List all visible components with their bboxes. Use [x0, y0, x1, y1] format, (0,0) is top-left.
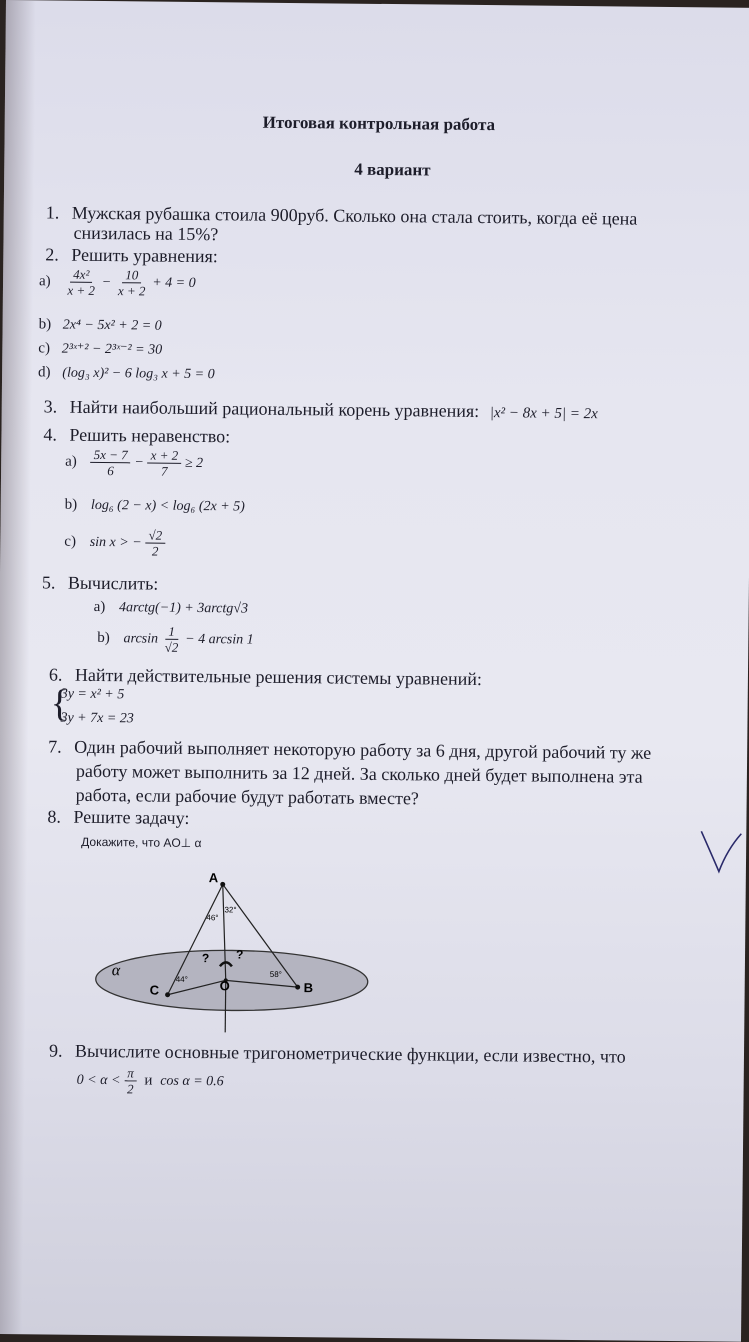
task-4b: b) log₆ (2 − x) < log₆ (2x + 5) [64, 496, 245, 515]
label-b: B [303, 980, 314, 996]
task-5: 5. Вычислить: [41, 572, 159, 594]
label-angle-44: 44° [175, 974, 188, 984]
page-title: Итоговая контрольная работа [262, 112, 496, 135]
label-unknown-1: ? [201, 951, 210, 966]
label-angle-46: 46° [206, 913, 219, 923]
task-2d: d) (log₃ x)² − 6 log₃ x + 5 = 0 [38, 364, 215, 383]
label-a: A [208, 870, 219, 886]
task-3-equation: |x² − 8x + 5| = 2x [489, 405, 598, 423]
task-2a: a) $\frac{\text{4x²}}{x + 2}$ − $\frac{10}{x + 2}$ + 4 = 0 [38, 266, 196, 299]
task-6-eq2: 3y + 7x = 23 [60, 710, 134, 727]
task-2-number: 2. [45, 244, 59, 265]
task-2-text: Решить уравнения: [71, 244, 218, 267]
task-9-condition: 0 < α < $\frac{\pi}{2}$ и cos α = 0.6 [76, 1065, 224, 1097]
label-angle-32: 32° [224, 905, 237, 915]
task-1-number: 1. [45, 202, 60, 223]
task-8: 8. Решите задачу: [47, 806, 190, 828]
task-4c: c) sin x > − $\frac{√2}{2}$ [64, 527, 165, 559]
task-7-line3: работа, если рабочие будут работать вместе? [75, 784, 419, 809]
task-8-prompt: Докажите, что AO⊥ α [81, 834, 202, 851]
task-7-line2: работу может выполнить за 12 дней. За сколько дней будет выполнена эта [75, 760, 643, 787]
task-4: 4. Решить неравенство: [43, 424, 231, 447]
label-angle-58: 58° [269, 969, 282, 979]
task-2 [45, 244, 218, 267]
task-2a-fraction-1: $\frac{\text{4x²}}{x + 2}$ [67, 266, 95, 298]
task-2c: c) 2³ˣ⁺² − 2³ˣ⁻² = 30 [38, 340, 163, 358]
task-2a-label: a) [38, 273, 51, 290]
task-6-eq1: 3y = x² + 5 [60, 686, 125, 703]
geometry-diagram [91, 861, 393, 1044]
label-plane: α [111, 962, 121, 980]
task-4a: a) $\frac{5x - 7}{6}$ − $\frac{x + 2}{7}$ ≥ 2 [65, 446, 204, 479]
checkmark-icon [697, 827, 744, 877]
system-brace: { [50, 682, 70, 725]
task-6: 6. Найти действительные решения системы уравнений: [48, 664, 483, 690]
task-2b: b) 2x⁴ − 5x² + 2 = 0 [38, 316, 162, 334]
task-2a-fraction-2: $\frac{10}{x + 2}$ [117, 267, 146, 299]
task-5a: a) 4arctg(−1) + 3arctg√3 [93, 598, 249, 617]
label-o: O [219, 978, 230, 994]
task-1-line1: Мужская рубашка стоила 900руб. Сколько она стала стоить, когда её цена [71, 202, 638, 229]
task-7: 7. Один рабочий выполняет некоторую работу за 6 дня, другой рабочий ту же [48, 736, 652, 763]
task-5b: b) arcsin $\frac{1}{√2}$ − 4 arcsin 1 [97, 623, 254, 655]
label-c: C [149, 982, 160, 998]
task-1-line2: снизилась на 15%? [73, 222, 219, 245]
task-3: 3. Найти наибольший рациональный корень уравнения: |x² − 8x + 5| = 2x [43, 396, 598, 423]
task-9: 9. Вычислите основные тригонометрические функции, если известно, что [48, 1040, 626, 1067]
variant-title: 4 вариант [354, 159, 431, 180]
label-unknown-2: ? [235, 947, 244, 962]
